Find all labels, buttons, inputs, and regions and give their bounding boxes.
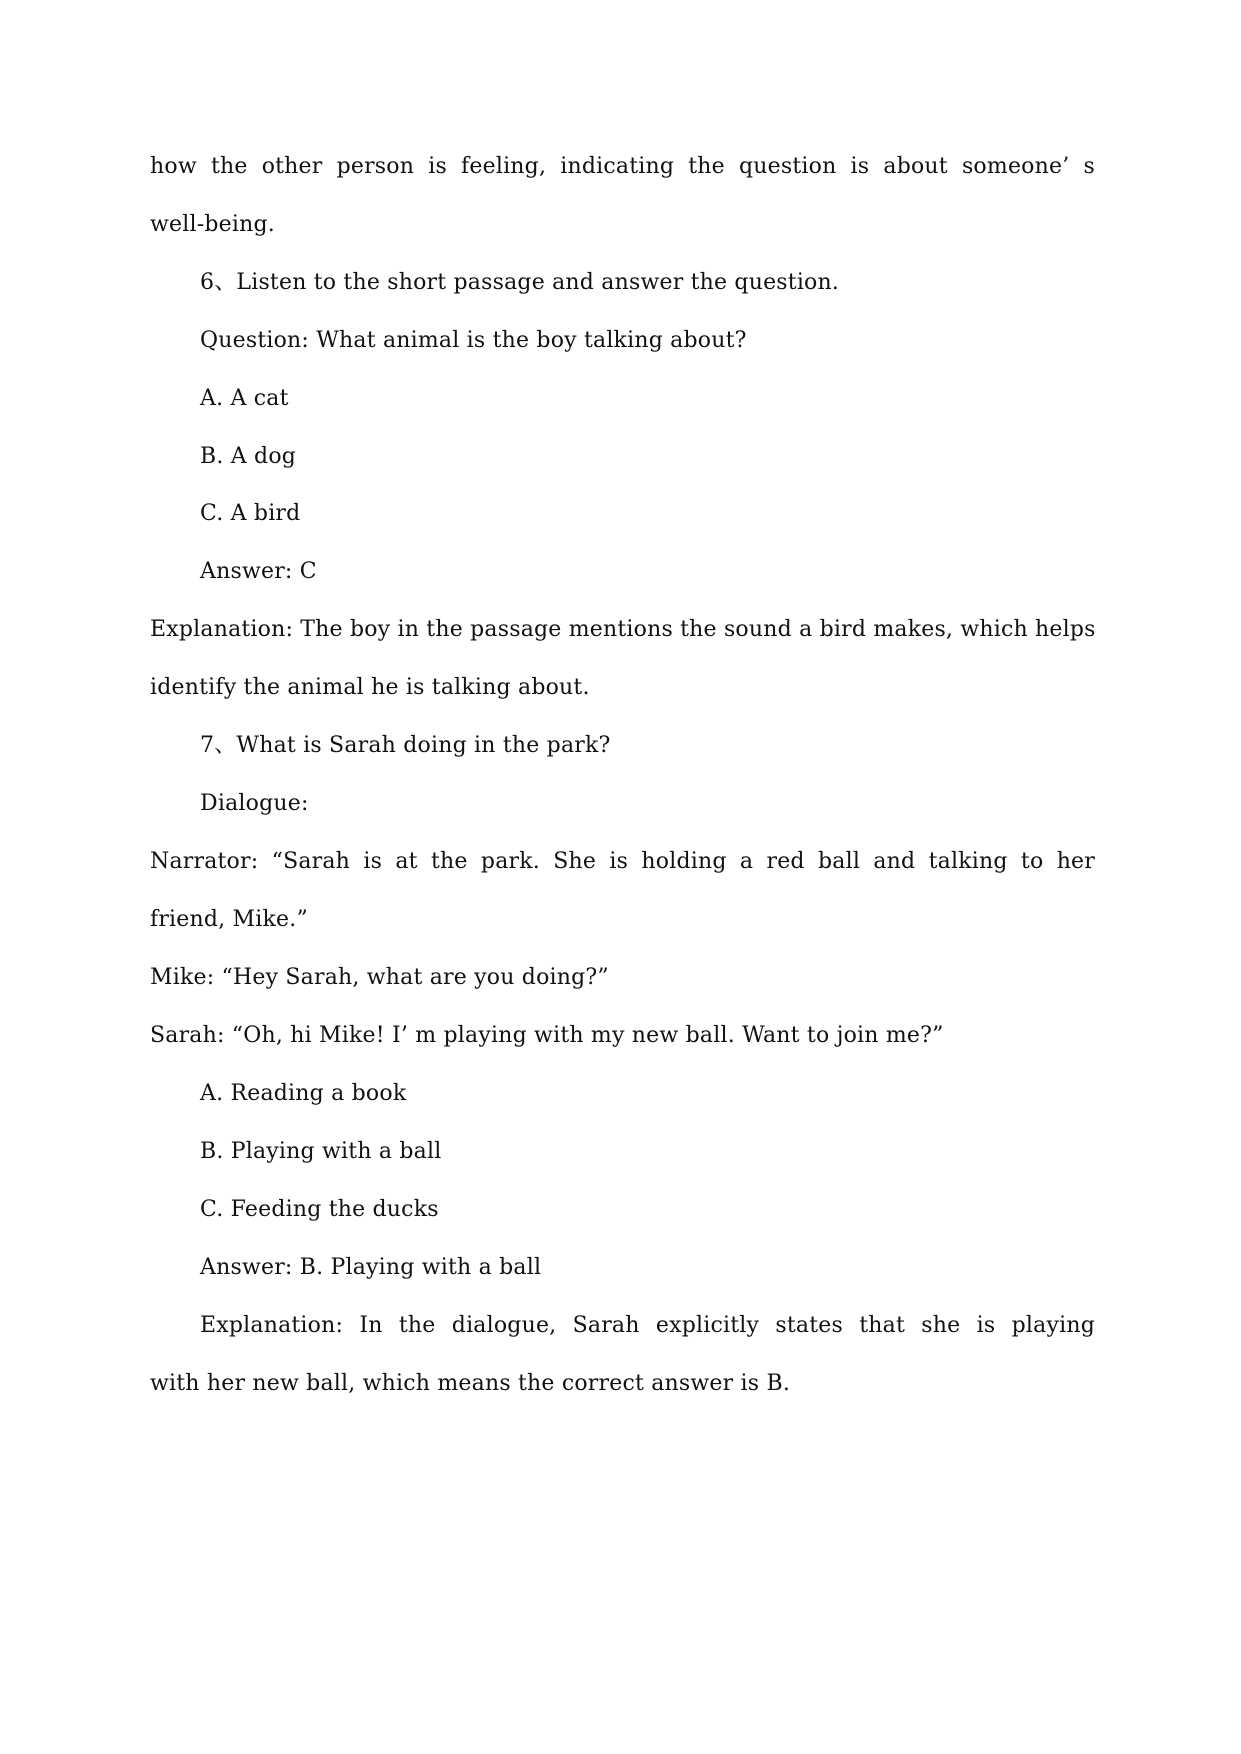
dialogue-line: Mike: “Hey Sarah, what are you doing?” [150, 965, 609, 990]
dialogue-line: friend, Mike.” [150, 907, 308, 932]
dialogue-line: Sarah: “Oh, hi Mike! I’ m playing with my new ball. Want to join me?” [150, 1023, 944, 1048]
explanation-line: identify the animal he is talking about. [150, 675, 590, 700]
dialogue-line: Narrator: “Sarah is at the park. She is holding a red ball and talking to her [150, 849, 1095, 874]
dialogue-label: Dialogue: [200, 791, 309, 816]
option-a: A. A cat [200, 386, 289, 411]
paragraph-line: how the other person is feeling, indicating the question is about someone’ s [150, 154, 1095, 179]
explanation-line: with her new ball, which means the correct answer is B. [150, 1371, 791, 1396]
answer-line: Answer: C [200, 559, 317, 584]
question-heading: 6、Listen to the short passage and answer the question. [200, 270, 840, 295]
answer-line: Answer: B. Playing with a ball [200, 1255, 542, 1280]
option-b: B. A dog [200, 444, 297, 469]
question-text: Question: What animal is the boy talking about? [200, 328, 747, 353]
option-c: C. A bird [200, 501, 301, 526]
option-c: C. Feeding the ducks [200, 1197, 439, 1222]
explanation-line: Explanation: In the dialogue, Sarah explicitly states that she is playing [200, 1313, 1095, 1338]
question-heading: 7、What is Sarah doing in the park? [200, 733, 611, 758]
option-a: A. Reading a book [200, 1081, 407, 1106]
option-b: B. Playing with a ball [200, 1139, 442, 1164]
explanation-line: Explanation: The boy in the passage mentions the sound a bird makes, which helps [150, 617, 1096, 642]
paragraph-line: well-being. [150, 212, 275, 237]
